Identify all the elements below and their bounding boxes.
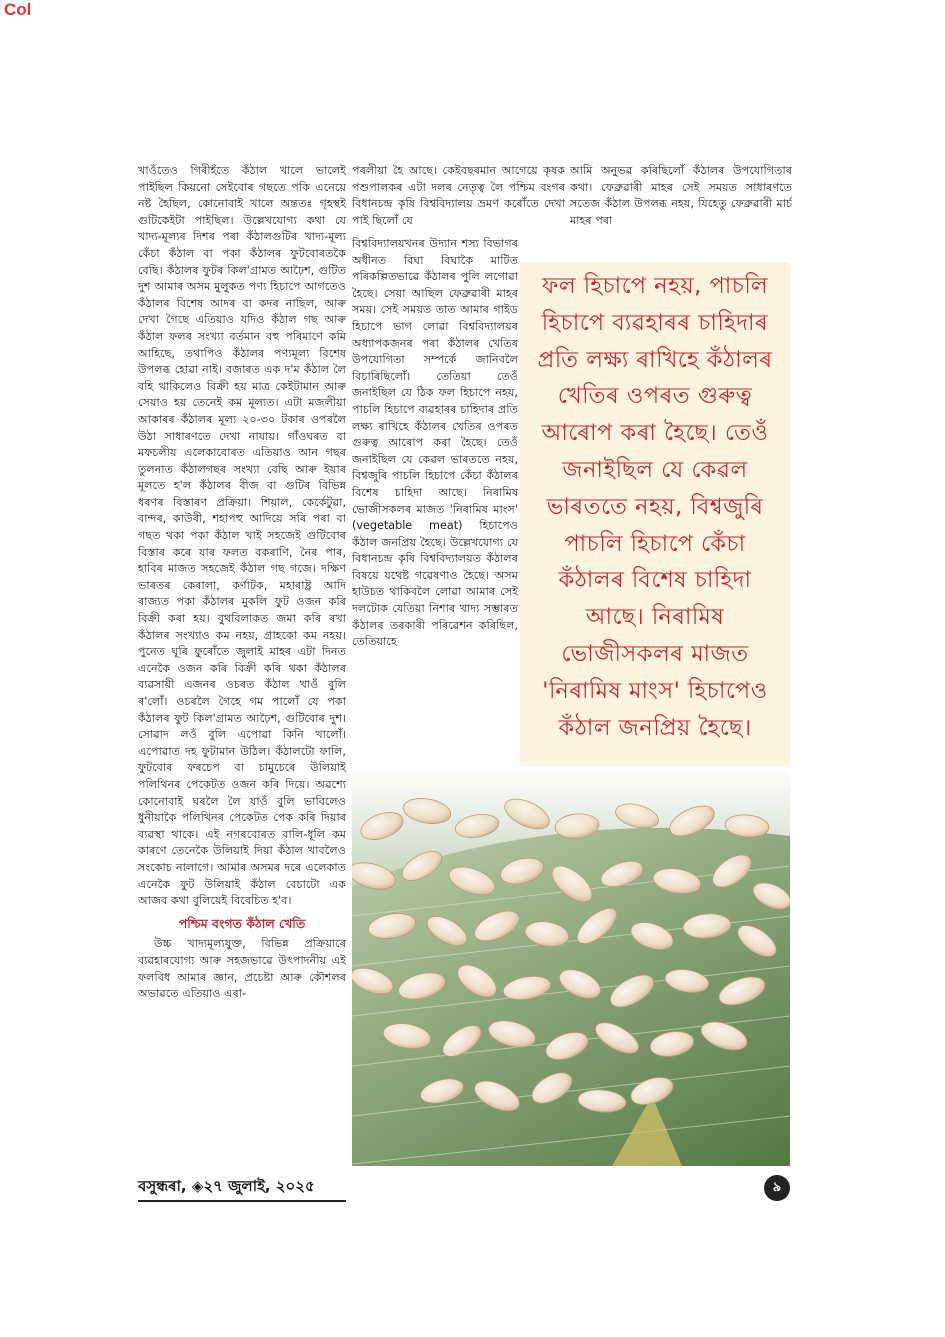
body-paragraph: আমি অনুভৱ কৰিছিলোঁ কঁঠালৰ উপযোগিতাৰ কথা। ফেব্ৰুৱাৰী মাহৰ সেই সময়ত সাধাৰণতে সতেজ কঁঠাল উপলব্ধ নহয়, যিহেতু ফেব্ৰুৱাৰী মাৰ্চ মাহৰ পৰা xyxy=(570,164,792,227)
body-paragraph: বিশ্ববিদ্যালয়খনৰ উদ্যান শস্য বিভাগৰ অধীনত বিঘা বিঘাকৈ মাটিত পৰিকল্পিতভাৱে কঁঠালৰ পুলি লগোৱা হৈছে। সেয়া আছিল ফেব্ৰুৱাৰী মাহৰ সময়। সেই সময়ত তাত আমাৰ গাইড হিচাপে ভাগ লোৱা বিশ্ববিদ্যালয়ৰ অধ্যাপকজনৰ পৰা কঁঠালৰ খেতিৰ উপযোগিতা সম্পৰ্কে জানিবলৈ বিচাৰিছিলোঁ। তেতিয়া তেওঁ জনাইছিল যে ঠিক ফল হিচাপে নহয়, পাচলি হিচাপে ব্যৱহাৰৰ চাহিদাৰ প্ৰতি লক্ষ্য ৰাখিহে কঁঠালৰ খেতিৰ ওপৰত গুৰুত্ব আৰোপ কৰা হৈছে। তেওঁ জনাইছিল যে কেৱল ভাৰততে নহয়, বিশ্বজুৰি পাচলি হিচাপে কেঁচা কঁঠালৰ বিশেষ চাহিদা আছে। নিৰামিষ ভোজীসকলৰ মাজত 'নিৰামিষ মাংস' (vegetable meat) হিচাপেও কঁঠাল জনপ্ৰিয় হৈছে। উল্লেখযোগ্য যে বিধানচন্দ্ৰ কৃষি বিশ্ববিদ্যালয়ত কঁঠালৰ বিষয়ে যথেষ্ট গৱেষণাও হৈছে। অসম হাউচত থাকিবলৈ লোৱা আমাৰ সেই দলটোক যেতিয়া নিশাৰ খাদ্য সম্ভাৰত কঁঠালৰ তৰকাৰী পৰিৱেশন কৰিছিল, তেতিয়াহে xyxy=(352,237,518,649)
pull-quote-box xyxy=(520,262,790,768)
body-paragraph: উচ্চ খাদ্যমূল্যযুক্ত, বিভিন্ন প্ৰক্ৰিয়াৰে ব্যৱহাৰযোগ্য আৰু সহজভাৱে উৎপাদনীয় এই ফলবিধ আমাৰ জ্ঞান, প্ৰচেষ্টা আৰু কৌশলৰ অভাৱতে এতিয়াও এৰা- xyxy=(138,937,346,1001)
body-paragraph: খাওঁতেও গিৰীহঁতে কঁঠাল খালে ভালেই পাইছিল কিয়নো সেইবোৰ গছতে পকি এনেয়ে নষ্ট হৈছিল, কোনোবাই খালে অন্ততঃ গৃহস্থই গুটিকেইটা পাইছিল। উল্লেখযোগ্য কথা যে খাদ্য-মূল্যৰ দিশৰ পৰা কঁঠালগুটিৰ খাদ্য-মূল্য কেঁচা কঁঠাল বা পকা কঁঠালৰ ফুটবোৰতকৈ বেছি। কঁঠালৰ ফুটৰ কিল'গ্ৰামত আঢ়ৈশ, গুটিত দুশ আমাৰ অসম মুলুকত পণ্য হিচাপে আগতেও কঁঠালৰ বিশেষ আদৰ বা কদৰ নাছিল, আৰু দেখা গৈছে এতিয়াও যদিও কঁঠাল গছ আৰু কঁঠাল ফলৰ সংখ্যা বৰ্তমান বহু পৰিমাণে কমি আহিছে, তথাপিও কঁঠালৰ পণ্যমূল্য বিশেষ উপলব্ধ হোৱা নাই। বজাৰত এক দ'ম কঁঠাল লৈ বহি থাকিলেও বিক্ৰী হয় মাত্ৰ কেইটামান আৰু সেয়াও হয় তেনেই কম মূল্যত। এটা মজলীয়া আকাৰৰ কঁঠালৰ মূল্য ২০-৩০ টকাৰ ওপৰলৈ উঠা সাধাৰণতে দেখা নাযায়। গাঁওঘৰত বা মফচলীয় এলেকাবোৰত এতিয়াও আন গছৰ তুলনাত কঁঠালগছৰ সংখ্যা বেছি আৰু ইয়াৰ মূলতে হ'ল কঁঠালৰ বীজ বা গুটিৰ বিভিন্ন ধৰণৰ বিস্তাৰণ প্ৰক্ৰিয়া। শিয়াল, কেৰ্কেটুৱা, বান্দৰ, কাউৰী, শহাপহু আদিয়ে সৰি পৰা বা গছত থকা পকা কঁঠাল খাই সহজেই গুটিবোৰ বিস্তাৰ কৰে যাৰ ফলত বকৰাণি, নৈৰ পাৰ, হাবিৰ মাজত সহজেই কঁঠাল গছ গজে। দক্ষিণ ভাৰতৰ কেৰালা, কৰ্ণাটক, মহাৰাষ্ট্ৰ আদি ৰাজ্যত পকা কঁঠালৰ মুকলি ফুট ওজন কৰি বিক্ৰী কৰা হয়। বুথবিলাকত জমা কৰি ৰখা কঁঠালৰ সংখ্যাও কম নহয়, গ্ৰাহকো কম নহয়। পুনেত ঘূৰি ফুৰোঁতে জুলাই মাহৰ এটা দিনত এনেকৈ ওজন কৰি বিক্ৰী কৰি থকা কঁঠালৰ ব্যৱসায়ী এজনৰ ওচৰত কঁঠাল খাওঁ বুলি ৰ'লোঁ। ওচৰলৈ গৈহে গম পালোঁ যে পকা কঁঠালৰ ফুট কিল'গ্ৰামত আঢ়ৈশ, গুটিবোৰ দুশ। সোৱাদ লওঁ বুলি এপোৱা কিনি খালোঁ। এপোৱাত দহ ফুটামান উঠিল। কঁঠালটো ফালি, ফুটবোৰ ফৰচেপ বা চামুচেৰে উলিয়াই পলিথিনৰ পেকেটত ওজন কৰি দিয়ে। অৱশ্যে কোনোবাই ঘৰলৈ লৈ যাওঁ বুলি ভাবিলেও ধুনীয়াকৈ পলিথিনৰ পেকেটত পেক কৰি দিয়াৰ ব্যৱস্থা থাকে। এই নগৰবোৰত বালি-ধূলি কম কাৰণে তেনেকৈ উলিয়াই দিয়া কঁঠাল খাবলৈও সংকোচ নালাগে। আমাৰ অসমৰ দৰে এলেকাত এনেকৈ ফুট উলিয়াই কঁঠাল বেচাটো এক আজব কথা বুলিয়েই বিবেচিত হ'ব। xyxy=(138,164,346,908)
pull-quote-text: ফল হিচাপে নহয়, পাচলি হিচাপে ব্যৱহাৰৰ চাহিদাৰ প্ৰতি লক্ষ্য ৰাখিহে কঁঠালৰ খেতিৰ ওপৰত গুৰুত্ব আৰোপ কৰা হৈছে। তেওঁ জনাইছিল যে কেৱল ভাৰততে নহয়, বিশ্বজুৰি পাচলি হিচাপে কেঁচা কঁঠালৰ বিশেষ চাহিদা আছে। নিৰামিষ ভোজীসকলৰ মাজত 'নিৰামিষ মাংস' হিচাপেও কঁঠাল জনপ্ৰিয় হৈছে। xyxy=(537,273,773,741)
article-column-2 xyxy=(352,236,518,651)
publication-footer: বসুন্ধৰা, ◈২৭ জুলাই, ২০২৫ xyxy=(138,1177,315,1195)
article-column-3 xyxy=(570,163,792,229)
article-column-2-top xyxy=(352,163,565,229)
article-column-1 xyxy=(138,163,346,1003)
color-marker-label: Col xyxy=(4,0,32,19)
jackfruit-seeds-photo xyxy=(352,766,790,1166)
footer-divider xyxy=(138,1200,346,1202)
page-number-badge: ৯ xyxy=(764,1175,790,1201)
body-paragraph: পৰলীয়া হৈ আছে। কেইবছৰমান আগেয়ে কৃষক পশুপালকৰ এটা দলৰ নেতৃত্ব লৈ পশ্চিম বংগৰ বিধানচন্দ্ৰ কৃষি বিশ্ববিদ্যালয় ভ্ৰমণ কৰোঁতে দেখা পাই ছিলোঁ যে xyxy=(352,164,565,227)
section-heading: পশ্চিম বংগত কঁঠাল খেতি xyxy=(178,915,306,931)
